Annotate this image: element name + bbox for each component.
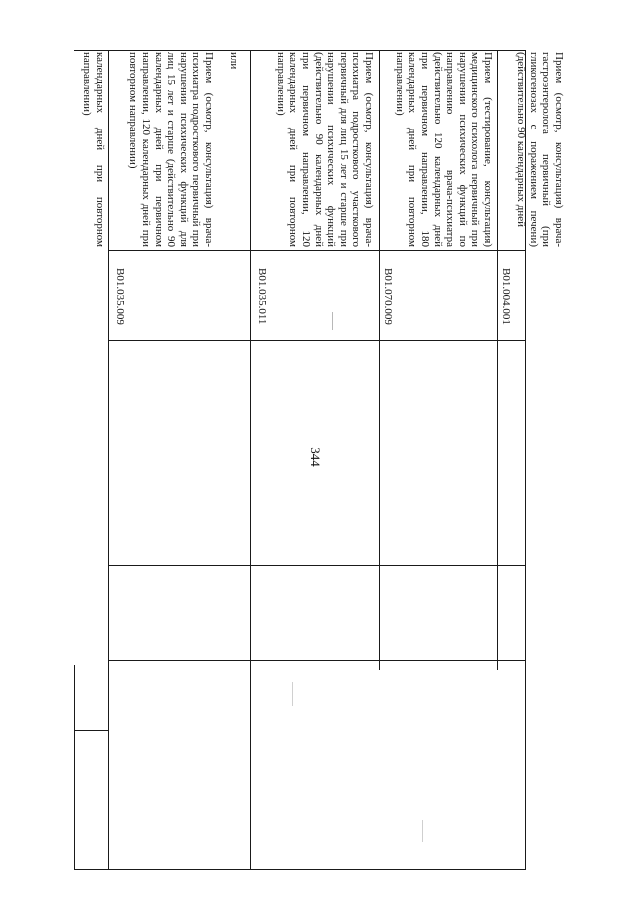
row-1-or-cell (224, 52, 244, 249)
row-3-text-cell (254, 52, 376, 249)
scan-artifact (292, 682, 293, 706)
column-line (108, 660, 526, 661)
services-table (74, 50, 565, 870)
row-3-code: B01.035.011 (256, 268, 268, 325)
row-1-text-cell (112, 52, 216, 249)
row-1-text: Прием (осмотр, консультация) врача-психиатра подросткового первичный при нарушении психических функций для лиц 15 лет и старше (действительно 90 календарных дней при первичном направлении, 120 календарных дней при повторном направлении) (127, 52, 215, 247)
row-4-text: Прием (тестирование, консультация) медицинского психолога первичный при нарушении психических функций по направлению врача-психиатра (действительно 120 календарных дней при первичном направлении, 180 календарных дней при повторном направлении) (393, 52, 494, 247)
scan-artifact (422, 820, 423, 842)
row-3-text: Прием (осмотр, консультация) врача-психиатра подросткового участкового первичный для лиц 15 лет и старше при нарушении психических функций (действительно 90 календарных дней при первичном направлении, 120 календарных дней при повторном направлении) (274, 52, 375, 247)
column-line (108, 565, 526, 566)
row-4-text-cell (383, 52, 495, 249)
row-line (74, 665, 75, 870)
row-line (250, 50, 251, 870)
scan-artifact (332, 312, 333, 330)
row-line (379, 50, 380, 670)
table-border-bottom (74, 869, 526, 870)
row-1-or: или (228, 52, 240, 70)
row-0-text-cell (82, 52, 110, 249)
row-1-code: B01.035.009 (114, 268, 126, 325)
row-5-text: Прием (осмотр, консультация) врача-гастроэнтеролога первичный (при гликогенозах с поражением печени) (действительно 90 календарных дней (515, 52, 565, 247)
column-line (108, 50, 526, 51)
page-number: 344 (307, 447, 323, 467)
column-line (74, 730, 108, 731)
row-0-text: календарных дней при повторном направлении) (81, 52, 106, 247)
row-5-text-cell (501, 52, 565, 249)
row-line (497, 50, 498, 670)
row-4-code: B01.070.009 (382, 268, 394, 325)
column-line (108, 340, 526, 341)
column-line (108, 250, 526, 251)
row-5-code: B01.004.001 (500, 268, 512, 325)
row-line (108, 665, 109, 870)
